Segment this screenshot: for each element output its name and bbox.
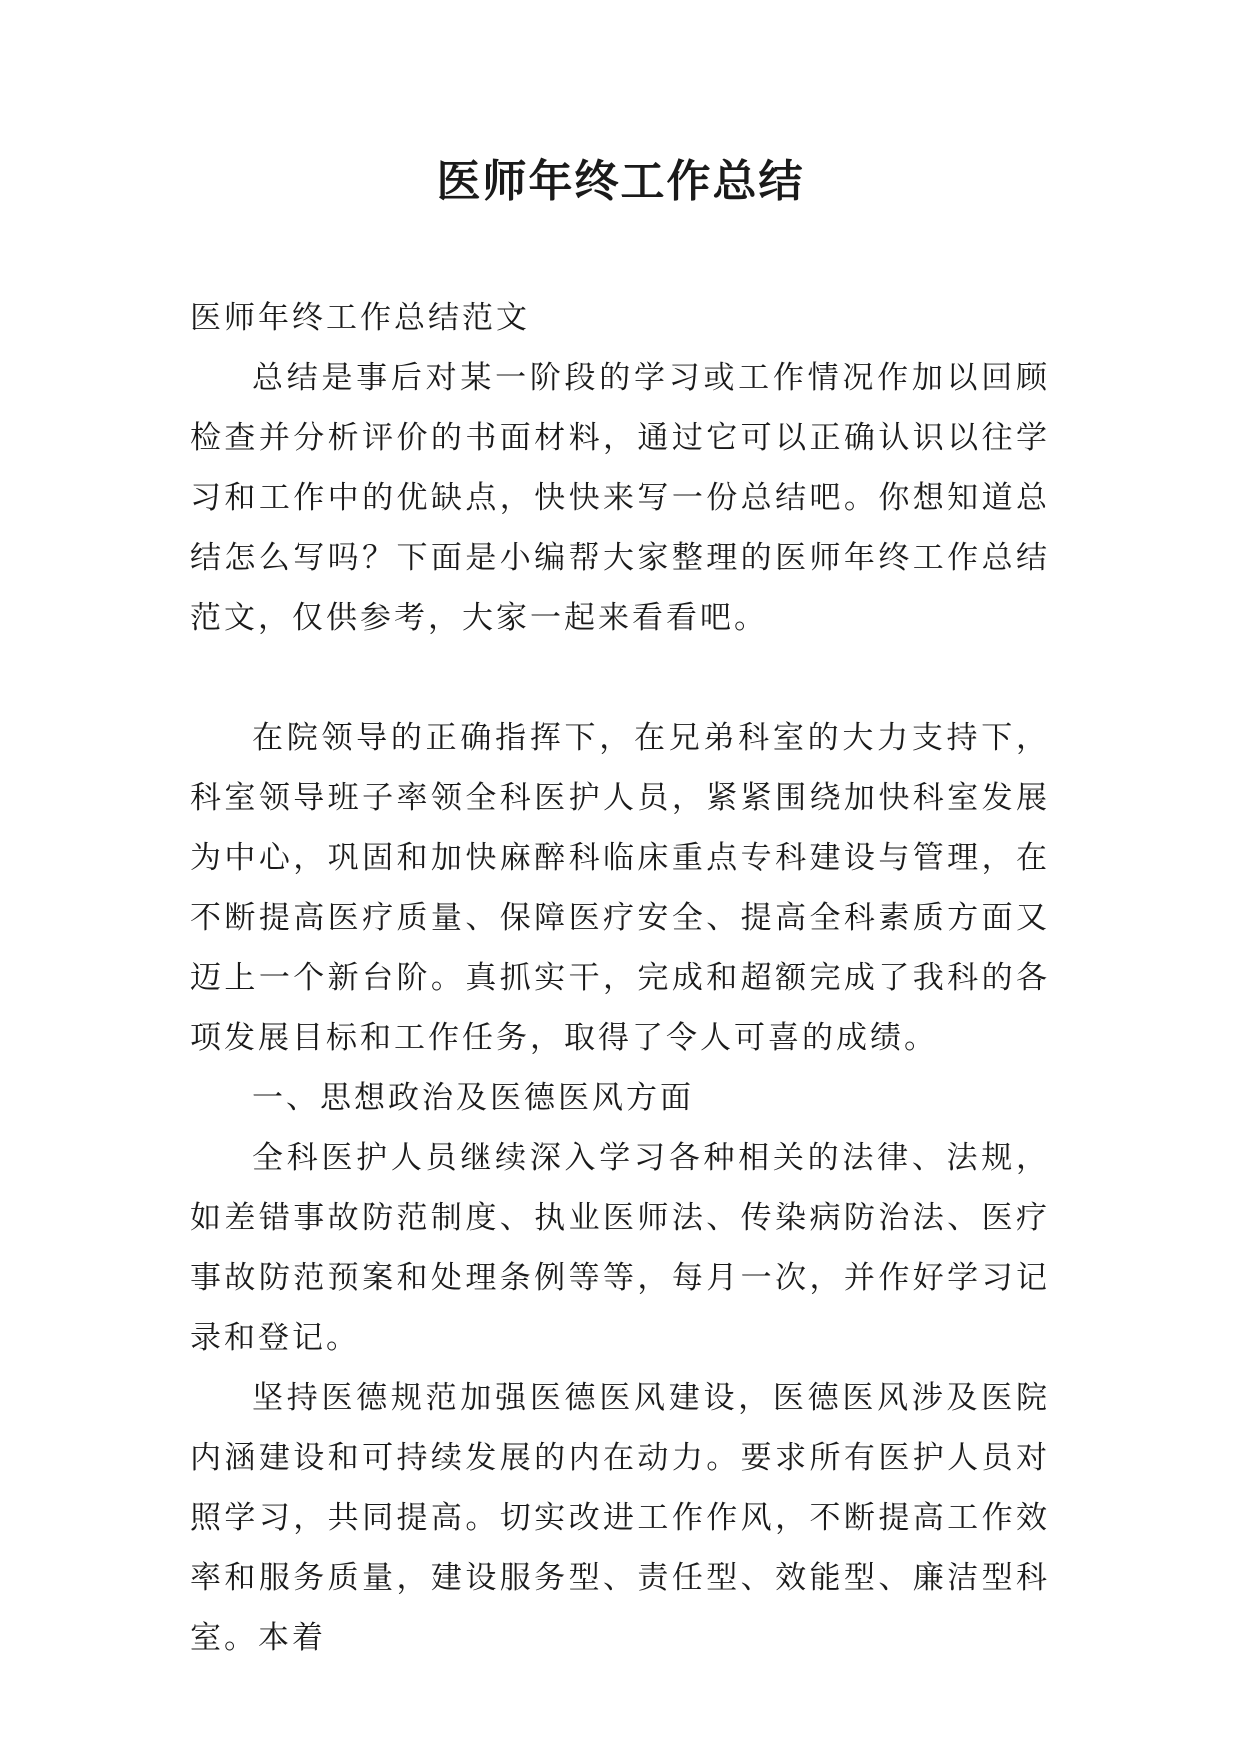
document-subtitle: 医师年终工作总结范文 xyxy=(190,300,530,336)
paragraph-spacer xyxy=(190,648,1050,708)
intro-paragraph: 总结是事后对某一阶段的学习或工作情况作加以回顾检查并分析评价的书面材料，通过它可以正确认识以往学习和工作中的优缺点，快快来写一份总结吧。你想知道总结怎么写吗？下面是小编帮大家整理的医师年终工作总结范文，仅供参考，大家一起来看看吧。 xyxy=(190,360,1050,636)
body-paragraph: 全科医护人员继续深入学习各种相关的法律、法规，如差错事故防范制度、执业医师法、传染病防治法、医疗事故防范预案和处理条例等等，每月一次，并作好学习记录和登记。 xyxy=(190,1140,1050,1356)
body-paragraph: 坚持医德规范加强医德医风建设，医德医风涉及医院内涵建设和可持续发展的内在动力。要求所有医护人员对照学习，共同提高。切实改进工作作风，不断提高工作效率和服务质量，建设服务型、责任型、效能型、廉洁型科室。本着 xyxy=(190,1380,1050,1656)
section-heading: 一、思想政治及医德医风方面 xyxy=(252,1080,694,1116)
body-paragraph: 在院领导的正确指挥下，在兄弟科室的大力支持下，科室领导班子率领全科医护人员，紧紧围绕加快科室发展为中心，巩固和加快麻醉科临床重点专科建设与管理，在不断提高医疗质量、保障医疗安全、提高全科素质方面又迈上一个新台阶。真抓实干，完成和超额完成了我科的各项发展目标和工作任务，取得了令人可喜的成绩。 xyxy=(190,720,1050,1056)
document-title: 医师年终工作总结 xyxy=(436,156,805,207)
document-body xyxy=(190,288,1050,1668)
